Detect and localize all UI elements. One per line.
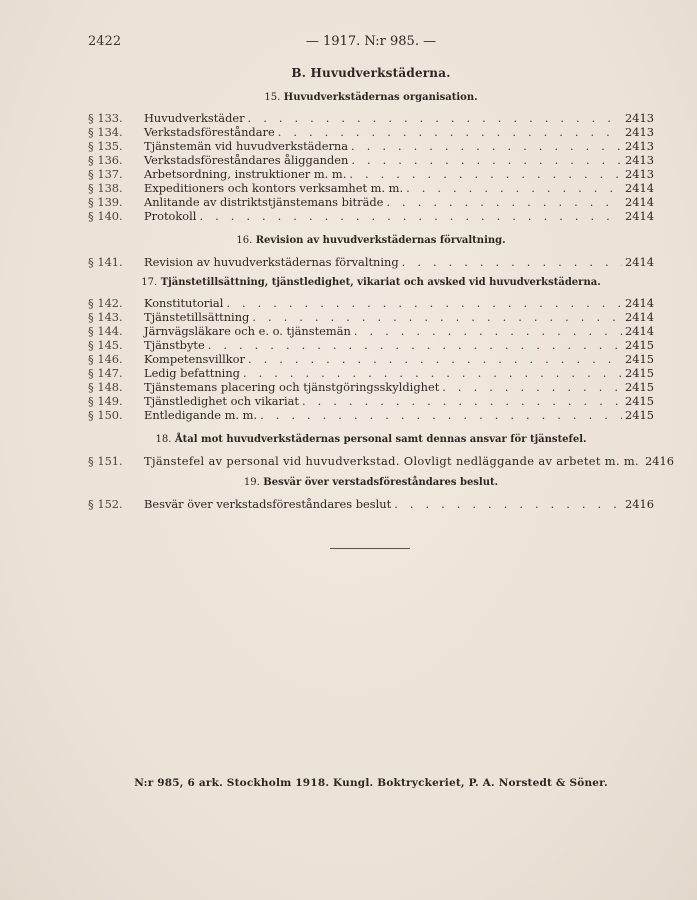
entry-label: Tjänstefel av personal vid huvudverkstad. Olovligt nedläggande av arbetet m. m. <box>144 454 640 468</box>
group-heading: Besvär över verstadsföreståndares beslut. <box>263 477 499 488</box>
entry-page: 2414 <box>625 195 654 209</box>
entry-page: 2413 <box>625 125 654 139</box>
toc-entry <box>88 139 654 153</box>
entry-label: Huvudverkstäder <box>144 111 245 125</box>
entry-page: 2413 <box>625 111 654 125</box>
entry-page: 2416 <box>645 454 675 468</box>
group-heading: Åtal mot huvudverkstädernas personal samt dennas ansvar för tjänstefel. <box>174 434 587 445</box>
group-number: 15. <box>264 92 281 103</box>
entry-page: 2415 <box>625 366 654 380</box>
page-number: 2422 <box>88 34 122 49</box>
paragraph-number: § 148. <box>88 380 123 394</box>
entry-label: Revision av huvudverkstädernas förvaltning <box>144 255 399 269</box>
paragraph-number: § 144. <box>88 324 123 338</box>
paragraph-number: § 150. <box>88 408 123 422</box>
leader-dots <box>351 139 622 153</box>
entry-label: Anlitande av distriktstjänstemans biträde <box>144 195 384 209</box>
leader-dots <box>351 153 622 167</box>
paragraph-number: § 138. <box>88 181 123 195</box>
leader-dots <box>402 255 622 269</box>
toc-entry <box>88 125 654 139</box>
group-heading: Revision av huvudverkstädernas förvaltning. <box>255 235 506 246</box>
toc-entry <box>88 167 654 181</box>
toc-entry <box>88 497 654 511</box>
entry-label: Verkstadsföreståndares åligganden <box>144 153 349 167</box>
paragraph-number: § 142. <box>88 296 123 310</box>
entry-label: Protokoll <box>144 209 197 223</box>
paragraph-number: § 140. <box>88 209 123 223</box>
group-number: 16. <box>236 235 253 246</box>
paragraph-number: § 147. <box>88 366 123 380</box>
group-title-16 <box>88 235 654 246</box>
toc-entry <box>88 209 654 223</box>
paragraph-number: § 135. <box>88 139 123 153</box>
leader-dots <box>354 324 622 338</box>
toc-entry <box>88 394 654 408</box>
leader-dots <box>248 111 622 125</box>
entry-page: 2415 <box>625 380 654 394</box>
entry-label: Tjänstledighet och vikariat <box>144 394 299 408</box>
entry-page: 2414 <box>625 181 654 195</box>
toc-entry <box>88 255 654 269</box>
entry-label: Tjänstemän vid huvudverkstäderna <box>144 139 349 153</box>
group-title-18 <box>88 434 654 445</box>
entry-page: 2415 <box>625 352 654 366</box>
leader-dots <box>243 366 622 380</box>
paragraph-number: § 133. <box>88 111 123 125</box>
leader-dots <box>226 296 622 310</box>
group-number: 18. <box>155 434 172 445</box>
entry-label: Besvär över verkstadsföreståndares beslut <box>144 497 392 511</box>
group-heading: Tjänstetillsättning, tjänstledighet, vikariat och avsked vid huvudverkstäderna. <box>160 277 601 288</box>
toc-entry <box>88 310 654 324</box>
page-header <box>88 34 654 52</box>
entry-label: Arbetsordning, instruktioner m. m. <box>144 167 347 181</box>
entry-page: 2414 <box>625 310 654 324</box>
toc-entry <box>88 181 654 195</box>
group-title-19 <box>88 477 654 488</box>
entry-label: Ledig befattning <box>144 366 240 380</box>
paragraph-number: § 141. <box>88 255 123 269</box>
paragraph-number: § 137. <box>88 167 123 181</box>
entry-label: Verkstadsföreståndare <box>144 125 275 139</box>
entry-label: Tjänstetillsättning <box>144 310 250 324</box>
section-title: B. Huvudverkstäderna. <box>291 66 451 80</box>
toc-entry <box>88 408 654 422</box>
group-title-17 <box>88 277 654 288</box>
paragraph-number: § 143. <box>88 310 123 324</box>
group-number: 19. <box>243 477 260 488</box>
entry-label: Expeditioners och kontors verksamhet m. m. <box>144 181 404 195</box>
paragraph-number: § 152. <box>88 497 123 511</box>
leader-dots <box>442 380 622 394</box>
toc-entry <box>88 195 654 209</box>
toc-entry <box>88 296 654 310</box>
leader-dots <box>208 338 622 352</box>
entry-page: 2413 <box>625 167 654 181</box>
leader-dots <box>252 310 622 324</box>
entry-page: 2413 <box>625 153 654 167</box>
imprint-footer: N:r 985, 6 ark. Stockholm 1918. Kungl. Boktryckeriet, P. A. Norstedt & Söner. <box>134 777 608 789</box>
toc-entry <box>88 338 654 352</box>
paragraph-number: § 136. <box>88 153 123 167</box>
leader-dots <box>199 209 622 223</box>
paragraph-number: § 145. <box>88 338 123 352</box>
entry-page: 2413 <box>625 139 654 153</box>
entry-label: Järnvägsläkare och e. o. tjänstemän <box>144 324 351 338</box>
leader-dots <box>248 352 622 366</box>
group-heading: Huvudverkstädernas organisation. <box>283 92 478 103</box>
leader-dots <box>394 497 622 511</box>
leader-dots <box>406 181 622 195</box>
entry-page: 2415 <box>625 338 654 352</box>
paragraph-number: § 134. <box>88 125 123 139</box>
leader-dots <box>349 167 622 181</box>
entry-label: Tjänstemans placering och tjänstgöringsskyldighet <box>144 380 440 394</box>
toc-entry <box>88 352 654 366</box>
paragraph-number: § 146. <box>88 352 123 366</box>
entry-label: Kompetensvillkor <box>144 352 245 366</box>
group-number: 17. <box>141 277 158 288</box>
header-title: — 1917. N:r 985. — <box>305 34 437 49</box>
toc-entry <box>88 153 654 167</box>
entry-page: 2414 <box>625 255 654 269</box>
entry-page: 2414 <box>625 324 654 338</box>
leader-dots <box>386 195 622 209</box>
leader-dots <box>278 125 622 139</box>
group-title-15 <box>88 92 654 103</box>
paragraph-number: § 139. <box>88 195 123 209</box>
toc-entry <box>88 324 654 338</box>
toc-entry <box>88 380 654 394</box>
divider-rule <box>330 548 410 549</box>
entry-page: 2415 <box>625 408 654 422</box>
entry-page: 2416 <box>625 497 654 511</box>
leader-dots <box>260 408 622 422</box>
entry-page: 2414 <box>625 296 654 310</box>
leader-dots <box>302 394 622 408</box>
entry-label: Entledigande m. m. <box>144 408 258 422</box>
paragraph-number: § 151. <box>88 454 123 468</box>
toc-entry <box>88 111 654 125</box>
entry-label: Konstitutorial <box>144 296 224 310</box>
paragraph-number: § 149. <box>88 394 123 408</box>
toc-entry <box>88 454 675 468</box>
entry-page: 2414 <box>625 209 654 223</box>
entry-label: Tjänstbyte <box>144 338 205 352</box>
toc-entry <box>88 366 654 380</box>
entry-page: 2415 <box>625 394 654 408</box>
